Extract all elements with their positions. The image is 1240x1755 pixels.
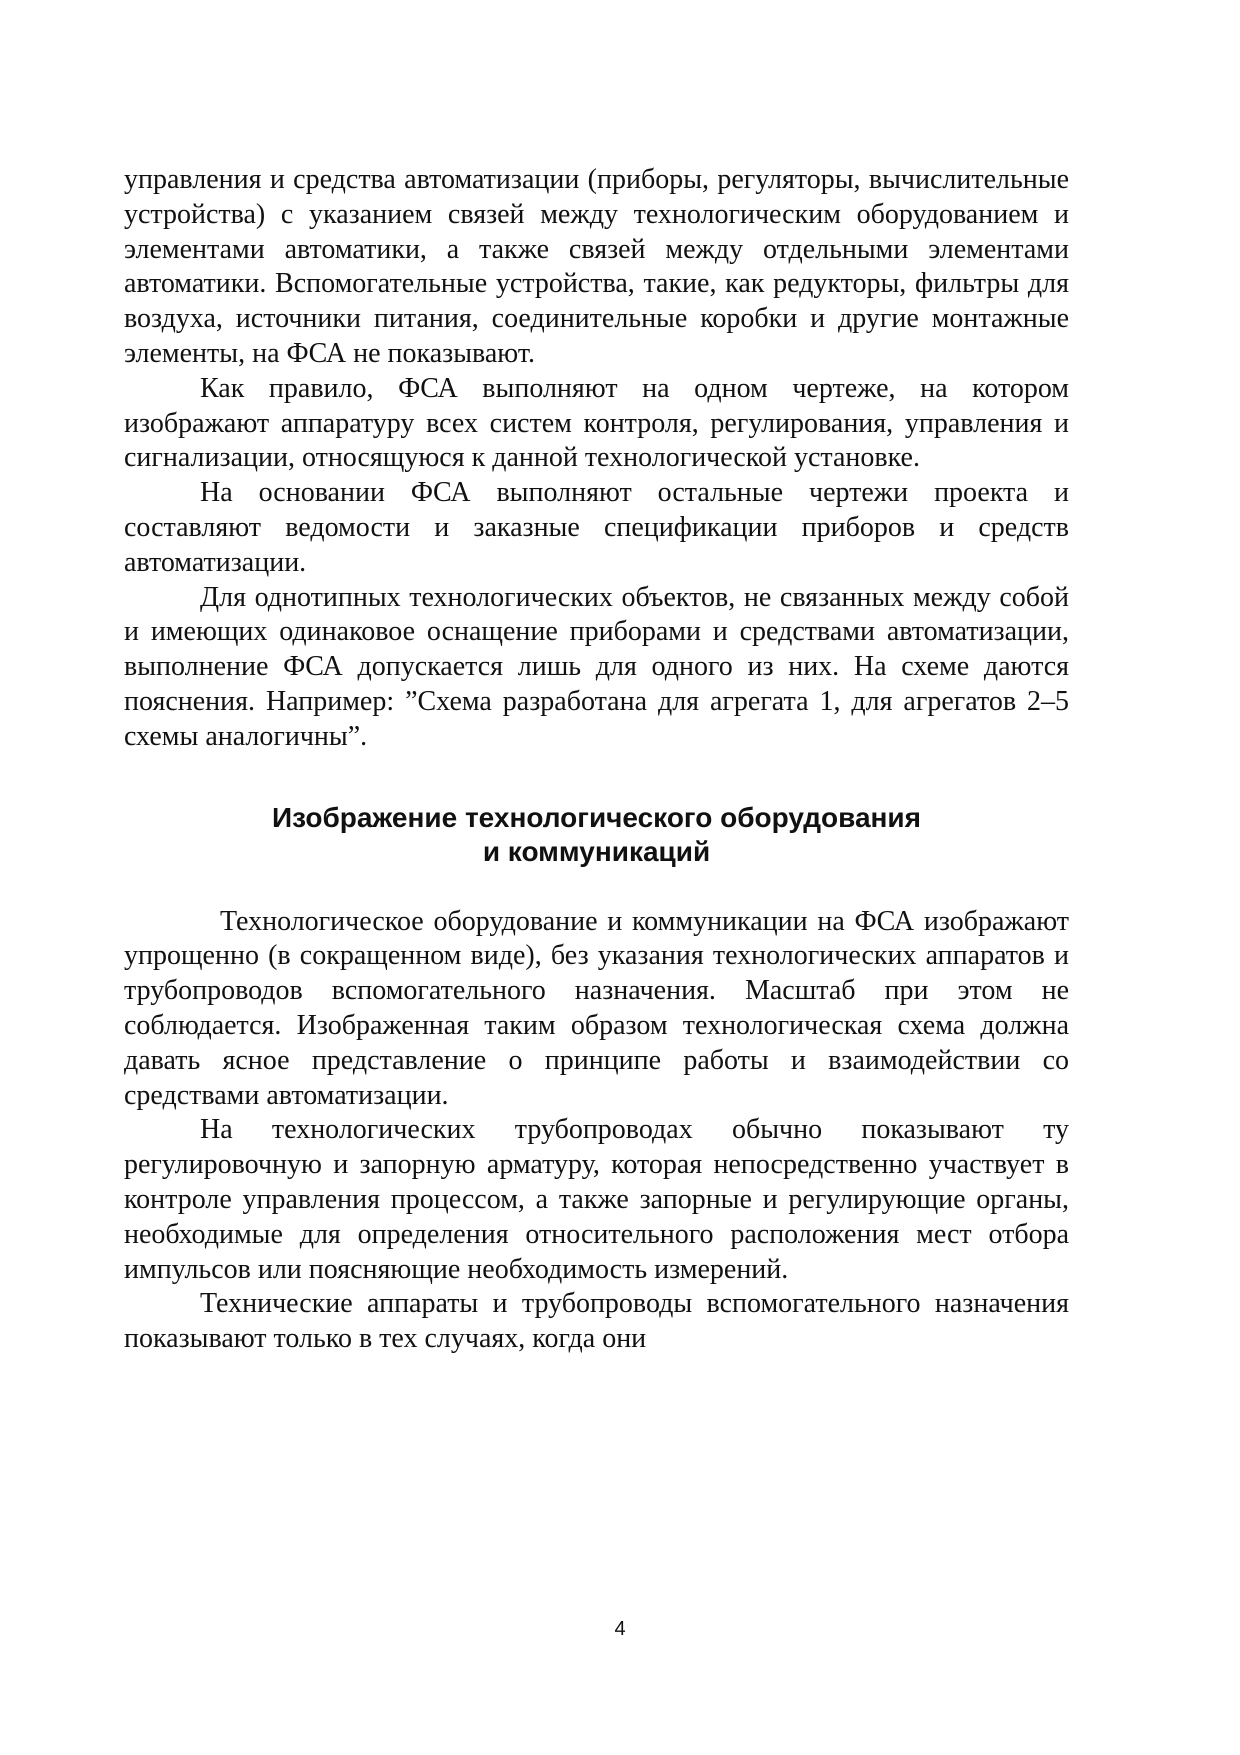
paragraph: Как правило, ФСА выполняют на одном чертеже, на котором изображают аппаратуру всех систем контроля, регулирования, управления и сигнализации, относящуюся к данной технологической установке. (124, 372, 1069, 474)
section-heading (124, 801, 1069, 869)
page-number: 4 (614, 1618, 626, 1640)
section-heading-line-2: и коммуникаций (482, 835, 711, 867)
paragraph: Технологическое оборудование и коммуникации на ФСА изображают упрощенно (в сокращенном виде), без указания технологических аппаратов и трубопроводов вспомогательного назначения. Масштаб при этом не соблюдается. Изображенная таким образом технологическая схема должна давать ясное представление о принципе работы и взаимодействии со средствами автоматизации. (124, 905, 1069, 1111)
page-body (124, 163, 1069, 1357)
paragraph-continuation: управления и средства автоматизации (приборы, регуляторы, вычислительные устройства) с указанием связей между технологическим оборудованием и элементами автоматики, а также связей между отдельными элементами автоматики. Вспомогательные устройства, такие, как редукторы, фильтры для воздуха, источники питания, соединительные коробки и другие монтажные элементы, на ФСА не показывают. (124, 164, 1069, 369)
paragraph: Для однотипных технологических объектов, не связанных между собой и имеющих одинаковое оснащение приборами и средствами автоматизации, выполнение ФСА допускается лишь для одного из них. На схеме даются пояснения. Например: ”Схема разработана для агрегата 1, для агрегатов 2–5 схемы аналогичны”. (124, 581, 1069, 752)
paragraph-truncated: Технические аппараты и трубопроводы вспомогательного назначения показывают только в тех случаях, когда они (124, 1288, 1069, 1355)
section-heading-line-1: Изображение технологического оборудования (272, 801, 921, 833)
paragraph: На основании ФСА выполняют остальные чертежи проекта и составляют ведомости и заказные спецификации приборов и средств автоматизации. (124, 477, 1069, 578)
paragraph: На технологических трубопроводах обычно показывают ту регулировочную и запорную арматуру, которая непосредственно участвует в контроле управления процессом, а также запорные и регулирующие органы, необходимые для определения относительного расположения мест отбора импульсов или поясняющие необходимость измерений. (124, 1114, 1069, 1285)
